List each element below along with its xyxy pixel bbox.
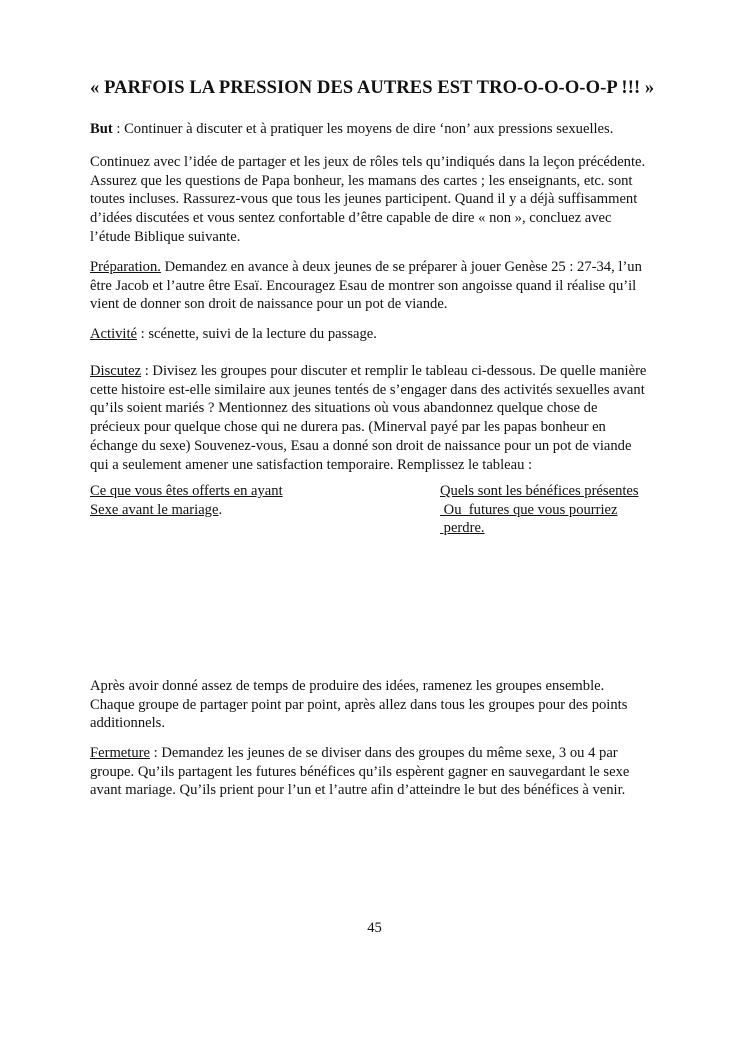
after-line: additionnels. — [90, 715, 165, 732]
activity-paragraph — [90, 325, 665, 344]
right-header-line: Ou futures que vous pourriez — [440, 501, 618, 518]
goal-label: But — [90, 121, 113, 137]
left-header-line: Sexe avant le mariage — [90, 501, 219, 518]
after-paragraph — [90, 677, 665, 733]
left-header-period: . — [218, 501, 223, 518]
intro-line: l’étude Biblique suivante. — [90, 228, 241, 245]
intro-line: Assurez que les questions de Papa bonheur, les mamans des cartes ; les enseignants, etc. sont — [90, 172, 633, 189]
table-left-header — [90, 482, 283, 519]
preparation-text: Demandez en avance à deux jeunes de se préparer à jouer Genèse 25 : 27-34, l’un — [160, 259, 642, 275]
closing-text: : Demandez les jeunes de se diviser dans des groupes du même sexe, 3 ou 4 par — [149, 745, 618, 761]
discuss-line: échange du sexe) Souvenez-vous, Esau a donné son droit de naissance pour un pot de viande — [90, 437, 632, 454]
preparation-paragraph — [90, 258, 665, 314]
discuss-line: cette histoire est-elle similaire aux jeunes tentés de s’engager dans des activités sexuelles avant — [90, 381, 645, 398]
right-header-line: Quels sont les bénéfices présentes — [440, 483, 639, 499]
page-title: « PARFOIS LA PRESSION DES AUTRES EST TRO-O-O-O-O-P !!! » — [90, 78, 655, 98]
closing-line: groupe. Qu’ils partagent les futures bénéfices qu’ils espèrent gagner en sauvegardant le sexe — [90, 763, 630, 780]
preparation-line: être Jacob et l’autre être Esaï. Encouragez Esau de montrer son angoisse quand il réalise qu’il — [90, 277, 637, 294]
discuss-text: : Divisez les groupes pour discuter et remplir le tableau ci-dessous. De quelle manière — [141, 363, 647, 379]
left-header-line: Ce que vous êtes offerts en ayant — [90, 483, 283, 499]
intro-paragraph — [90, 153, 665, 247]
discuss-paragraph — [90, 362, 665, 474]
discuss-line: qu’ils soient mariés ? Mentionnez des situations où vous abandonnez quelque chose de — [90, 400, 598, 417]
intro-line: toutes incluses. Rassurez-vous que tous les jeunes participent. Quand il y a déjà suffisamment — [90, 191, 638, 208]
page-number: 45 — [367, 920, 382, 936]
activity-text: : scénette, suivi de la lecture du passage. — [137, 326, 377, 342]
discuss-line: qui a seulement amener une satisfaction temporaire. Remplissez le tableau : — [90, 456, 533, 473]
right-header-line: perdre. — [440, 520, 485, 537]
closing-line: avant mariage. Qu’ils prient pour l’un et l’autre afin d’atteindre le but des bénéfices à venir. — [90, 782, 626, 799]
intro-line: d’idées discutées et vous sentez confortable d’être capable de dire « non », concluez avec — [90, 210, 612, 227]
preparation-label: Préparation. — [90, 259, 161, 275]
goal-text: : Continuer à discuter et à pratiquer les moyens de dire ‘non’ aux pressions sexuelles. — [112, 121, 614, 137]
after-line: Chaque groupe de partager point par point, après allez dans tous les groupes pour des points — [90, 696, 628, 713]
after-line: Après avoir donné assez de temps de produire des idées, ramenez les groupes ensemble. — [90, 678, 605, 694]
discuss-label: Discutez — [90, 363, 142, 379]
discuss-line: précieux pour quelque chose qui ne durera pas. (Minerval payé par les papas bonheur en — [90, 419, 606, 436]
preparation-line: vient de donner son droit de naissance pour un pot de viande. — [90, 296, 448, 313]
activity-label: Activité — [90, 326, 138, 342]
goal-paragraph — [90, 120, 665, 139]
closing-paragraph — [90, 744, 665, 800]
closing-label: Fermeture — [90, 745, 150, 761]
table-right-header — [440, 482, 639, 538]
intro-line: Continuez avec l’idée de partager et les jeux de rôles tels qu’indiqués dans la leçon précédente. — [90, 154, 646, 170]
